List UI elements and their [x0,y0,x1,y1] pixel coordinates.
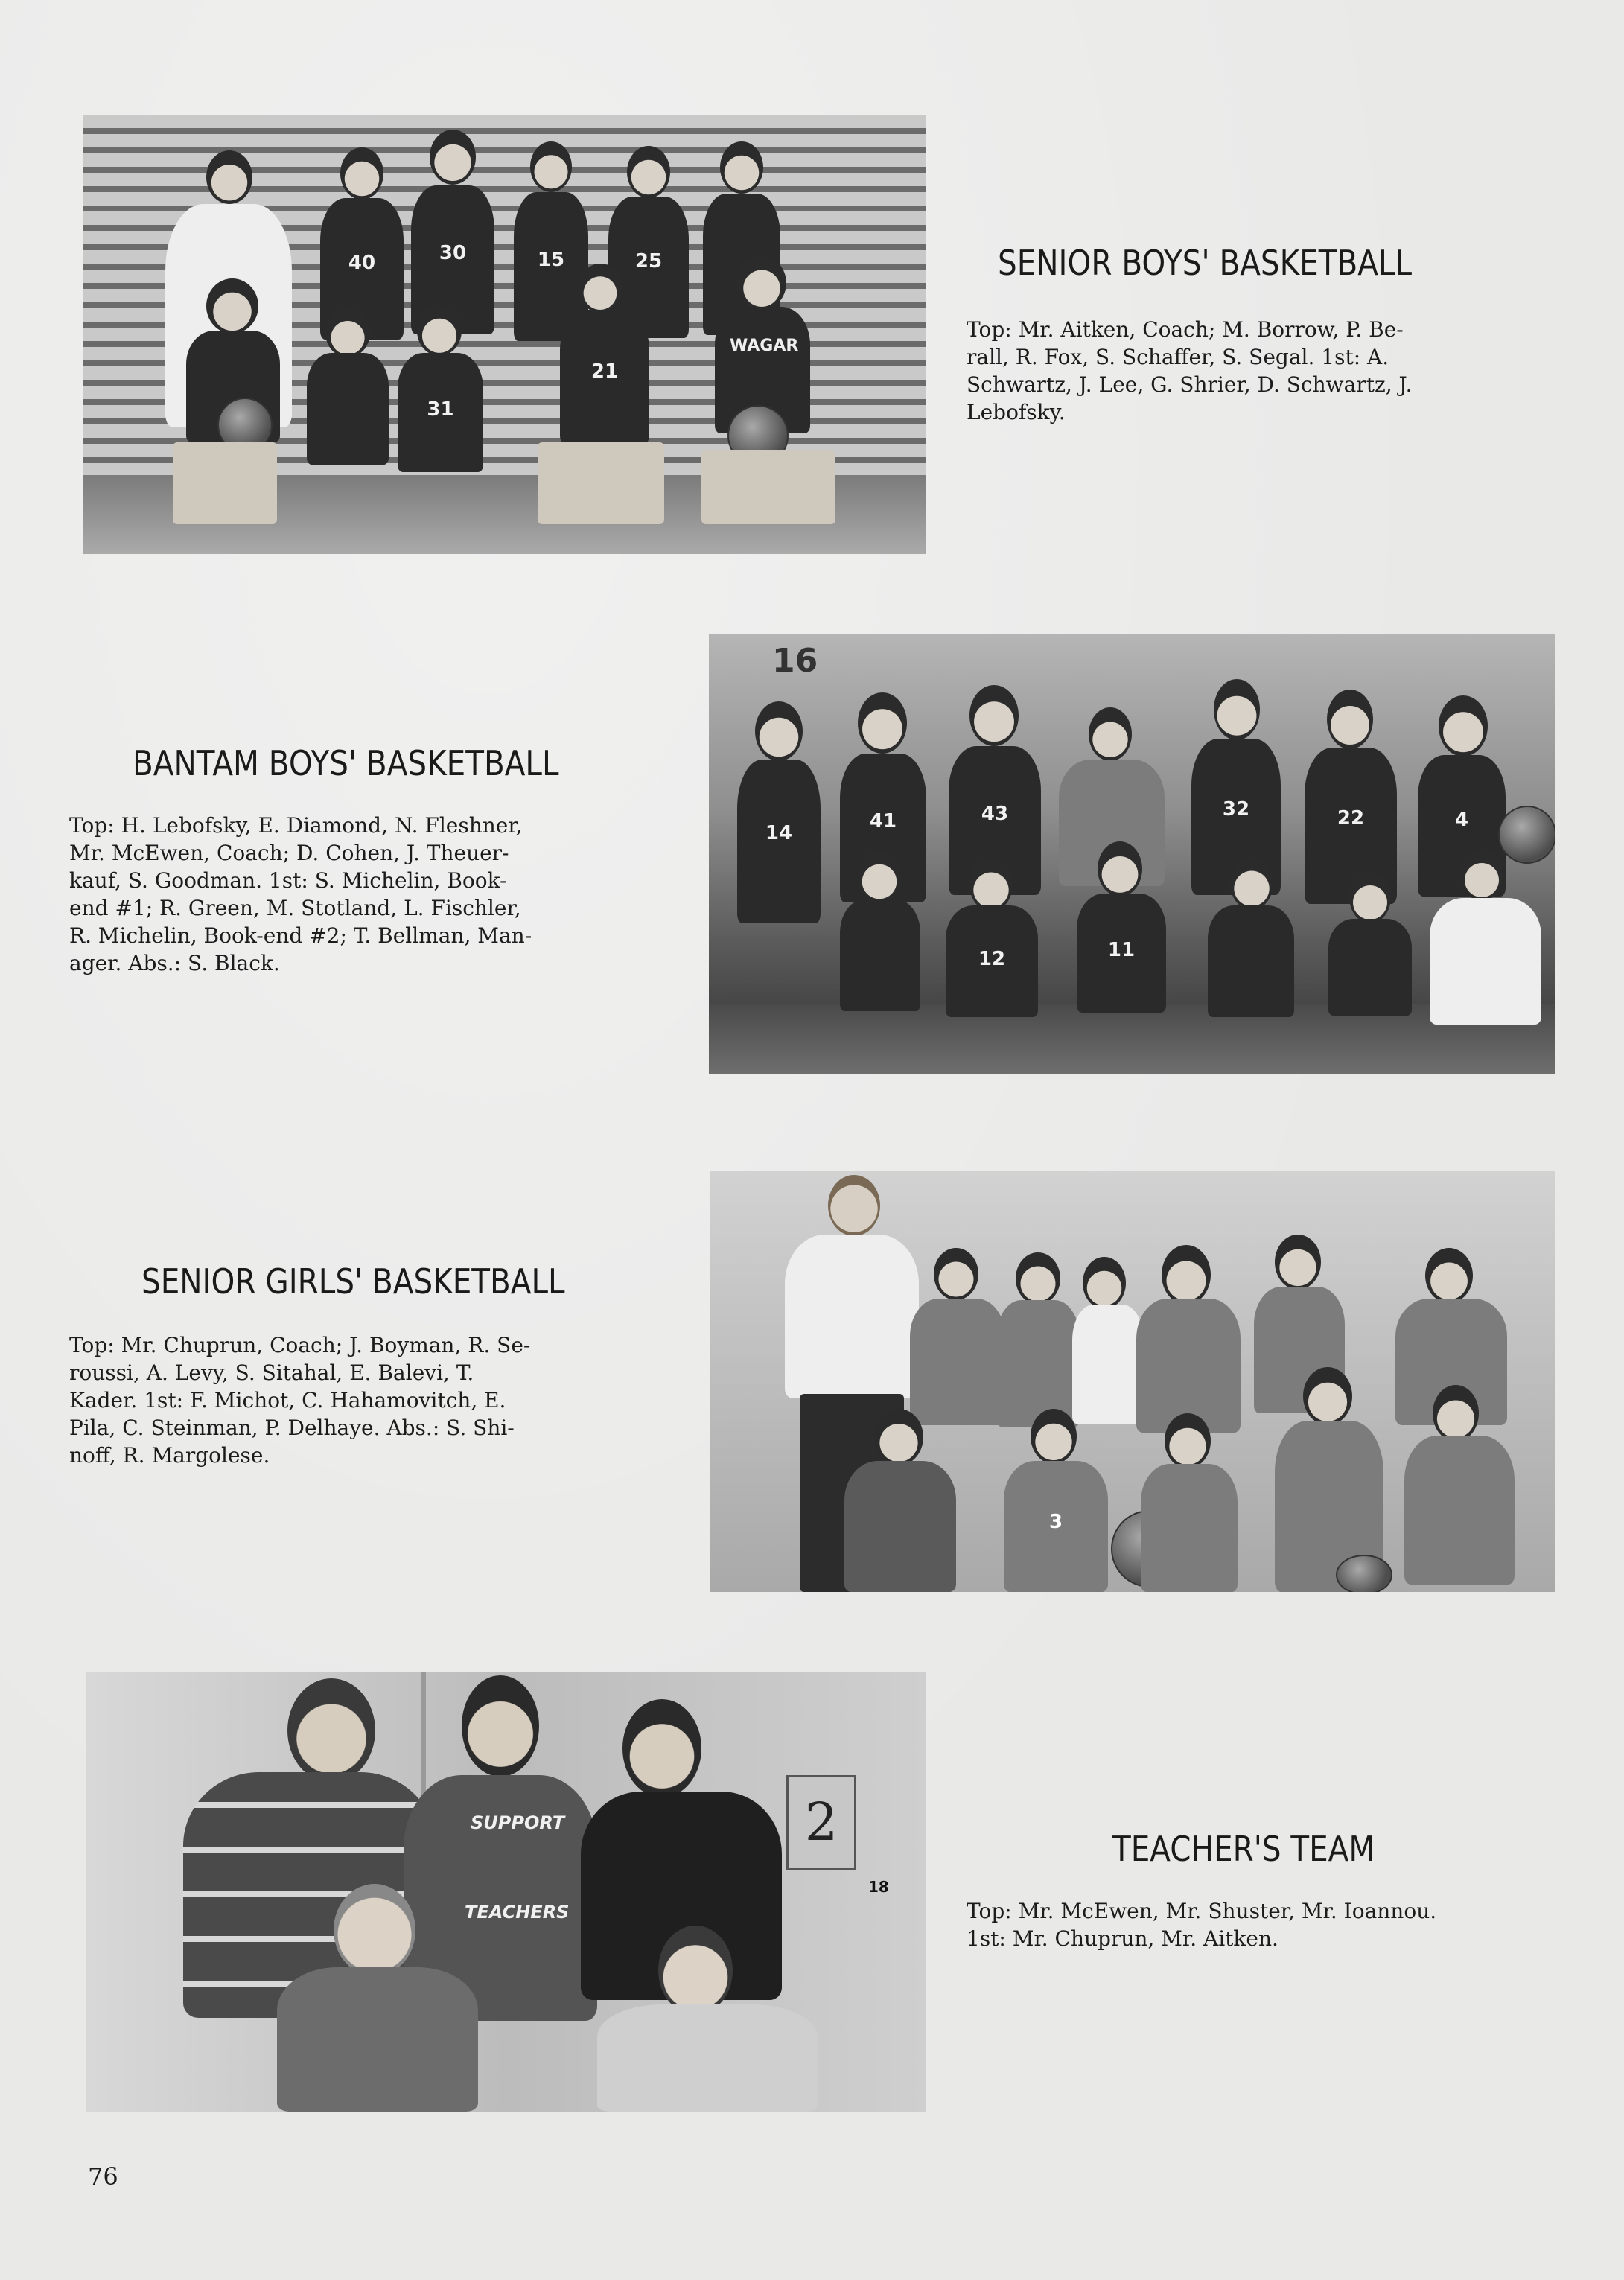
jersey-number: 25 [634,250,663,273]
jersey-number: 12 [978,948,1006,970]
page-number: 76 [88,2162,118,2191]
jersey-number: 22 [1337,806,1365,829]
jersey-number: 11 [1107,938,1136,961]
senior-girls-caption: Top: Mr. Chuprun, Coach; J. Boyman, R. Se- roussi, A. Levy, S. Sitahal, E. Balevi, T. Kader. 1st: F. Michot, C. Hahamovitch, E. Pila, C. Steinman, P. Delhaye. Abs.: S. Shi- noff, R. Margolese. [69,1333,531,1468]
jersey-text: WAGAR [730,337,799,355]
teachers-team-photo [86,1672,926,2112]
bantam-boys-title: BANTAM BOYS' BASKETBALL [133,743,559,783]
jersey-number: 41 [869,810,897,832]
shirt-text: SUPPORT [471,1812,565,1833]
senior-boys-team-photo [83,115,926,554]
teachers-caption: Top: Mr. McEwen, Mr. Shuster, Mr. Ioannou. 1st: Mr. Chuprun, Mr. Aitken. [967,1899,1437,1951]
teachers-title: TEACHER'S TEAM [1112,1829,1375,1869]
senior-girls-team-photo [710,1171,1555,1592]
jersey-number: 14 [765,821,793,844]
jersey-number: 4 [1454,809,1469,832]
bantam-boys-team-photo [709,634,1555,1074]
senior-girls-title: SENIOR GIRLS' BASKETBALL [141,1261,565,1302]
jersey-number: 43 [981,803,1009,825]
jersey-number: 21 [590,360,619,383]
number-sign [786,1775,856,1870]
wall-number: 18 [868,1878,889,1896]
sign-number: 2 [804,1792,838,1853]
bantam-boys-caption: Top: H. Lebofsky, E. Diamond, N. Fleshner, Mr. McEwen, Coach; D. Cohen, J. Theuer- kauf, S. Goodman. 1st: S. Michelin, Book- end #1; R. Green, M. Stotland, L. Fischler, R. Michelin, Book-end #2; T. Bellman, Man- ager. Abs.: S. Black. [69,813,532,975]
jersey-number: 40 [348,252,376,275]
senior-boys-title: SENIOR BOYS' BASKETBALL [998,243,1413,283]
jersey-number: 31 [427,398,454,421]
jersey-number: 32 [1222,797,1250,821]
jersey-number: 30 [439,242,467,264]
shirt-text-2: TEACHERS [465,1902,570,1923]
jersey-number: 15 [537,249,565,271]
photo-mark: 16 [772,642,818,680]
jersey-number: 3 [1048,1510,1063,1533]
senior-boys-caption: Top: Mr. Aitken, Coach; M. Borrow, P. Be- rall, R. Fox, S. Schaffer, S. Segal. 1st: A. Schwartz, J. Lee, G. Shrier, D. Schwartz, J. Lebofsky. [967,317,1413,424]
